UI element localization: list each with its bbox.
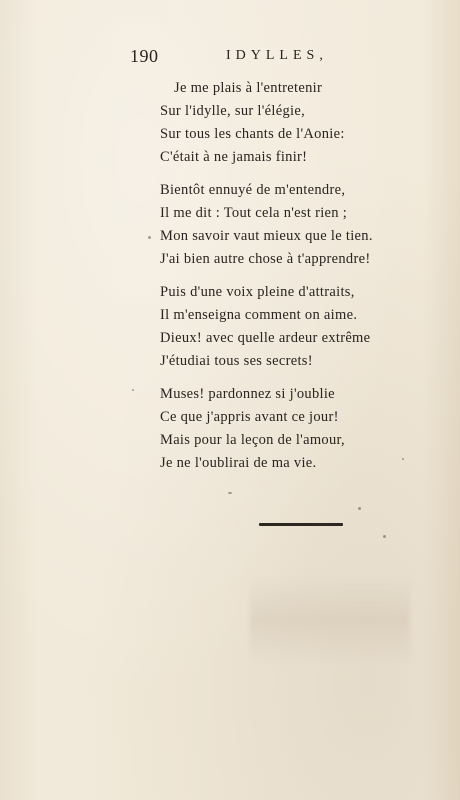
verse-line: Je me plais à l'entretenir (174, 80, 323, 96)
verse-line: C'était à ne jamais finir! (160, 149, 308, 165)
verse-line: Ce que j'appris avant ce jour! (160, 409, 339, 425)
verse-line: Il m'enseigna comment on aime. (160, 307, 358, 323)
ink-speck (358, 507, 361, 510)
verse-line: Mais pour la leçon de l'amour, (160, 432, 345, 448)
show-through-stain (250, 575, 410, 665)
ink-speck (148, 236, 151, 239)
page-header (0, 46, 460, 70)
end-rule (259, 523, 343, 526)
verse-line: Bientôt ennuyé de m'entendre, (160, 182, 346, 198)
ink-speck (132, 389, 134, 391)
verse-line: Il me dit : Tout cela n'est rien ; (160, 205, 348, 221)
running-title: IDYLLES, (226, 48, 328, 63)
ink-speck (383, 535, 386, 538)
verse-line: Je ne l'oublirai de ma vie. (160, 455, 317, 471)
verse-line: J'étudiai tous ses secrets! (160, 353, 313, 369)
verse-line: Sur l'idylle, sur l'élégie, (160, 103, 306, 119)
verse-line: Puis d'une voix pleine d'attraits, (160, 284, 355, 300)
verse-line: Sur tous les chants de l'Aonie: (160, 126, 345, 142)
ink-speck (228, 492, 232, 494)
page-number: 190 (130, 46, 159, 66)
ink-speck (402, 458, 404, 460)
verse-line: Mon savoir vaut mieux que le tien. (160, 228, 373, 244)
verse-line: J'ai bien autre chose à t'apprendre! (160, 251, 371, 267)
verse-line: Muses! pardonnez si j'oublie (160, 386, 335, 402)
verse-line: Dieux! avec quelle ardeur extrême (160, 330, 371, 346)
